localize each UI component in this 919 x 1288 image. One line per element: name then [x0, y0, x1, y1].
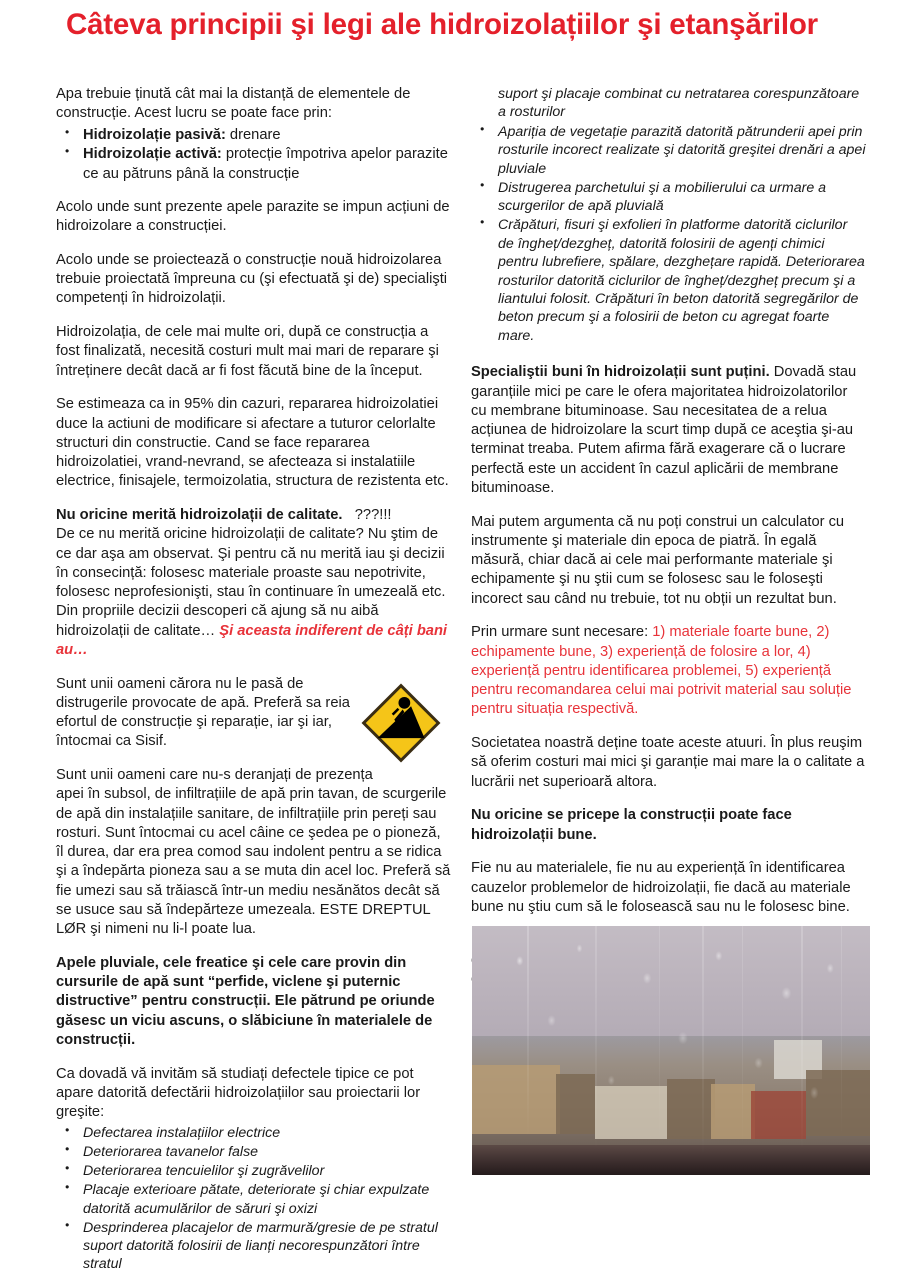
question-marks: ???!!!: [354, 507, 392, 523]
paragraph-requirements: [471, 623, 866, 719]
list-item: • Distrugerea parchetului şi a mobilierului ca urmare a scurgerilor de apă pluvială: [471, 179, 866, 216]
bullet-desc: drenare: [225, 126, 281, 143]
paragraph-text: Dovadă stau garanțiile mici pe care le ofera majoritatea hidroizolatorilor cu membrane bituminoase. Sau necesitatea de a relua acțiunea de hidroizolare la scurt timp după ce aceştia şi-au terminat treaba. Putem afirma fără exagerare că o lucrare perfectă este un accident în cazul aplicării de membrane bituminoase.: [471, 364, 857, 496]
inline-heading: Specialiştii buni în hidroizolații sunt puțini.: [471, 364, 770, 381]
photo-rain-drops: [472, 926, 870, 1175]
paragraph-rain-waters-bold: Apele pluviale, cele freatice şi cele care provin din cursurile de apă sunt “perfide, viclene şi puternic distructive” pentru construcții. Ele pătrund pe oriunde găsesc un viciu ascuns, o slăbiciune în materialele de construcții.: [56, 954, 435, 1048]
highlighted-red-note: Şi aceasta indiferent de câți bani au…: [56, 622, 448, 658]
defect-continuation-text: suport şi placaje combinat cu netratarea corespunzătoare a rosturilor: [498, 86, 860, 121]
list-item: • Deteriorarea tencuielilor şi zugrăvelilor: [56, 1162, 451, 1180]
landslide-warning-sign: [359, 681, 443, 765]
waterproofing-types-list: [56, 126, 451, 184]
list-item: • Placaje exterioare pătate, deteriorate şi chiar expulzate datorită acumulărilor de săruri şi oxizi: [56, 1181, 451, 1218]
list-item: • Crăpături, fisuri şi exfolieri în platforme datorită ciclurilor de îngheț/dezgheț, datorită folosirii de agenți chimici pentru lubrefiere, spălare, dezghețare rapidă. Deteriorarea rosturilor datorită ciclurilor de îngheț/dezgheț precum şi a liantului folosit. Crăpături în beton datorită segregărilor de beton precum şi a folosirii de beton cu agregat foarte mare.: [471, 216, 866, 345]
paragraph-statistics: Se estimeaza ca in 95% din cazuri, repararea hidroizolatiei duce la actiuni de modificare si afectare a tuturor celorlalte structuri din constructie. Cand se face repararea hidroizolatiei, vrand-nevrand, se afecteaza si instalatiile electrice, finisajele, termoizolatia, structura de rezistenta etc.: [56, 396, 449, 490]
paragraph-parasitic-waters: Acolo unde sunt prezente apele parazite se impun acțiuni de hidroizolare a construcției.: [56, 198, 450, 234]
bullet-term: Hidroizolație pasivă:: [83, 126, 226, 143]
paragraph-few-specialists: [471, 363, 866, 498]
paragraph-text: De ce nu merită oricine hidroizolații de calitate? Nu ştim de ce dar aşa am observat. Şi pentru că nu merită iau şi decizii în consecință: folosesc materiale proaste sau nepotrivite, folosesc neprofesionişti, stau în continuare în umezeală etc. Din propriile decizii descoperi că ajung să nu aibă hidroizolații de calitate…: [56, 526, 446, 639]
list-item: • Defectarea instalațiilor electrice: [56, 1124, 451, 1142]
typical-defects-list: [56, 1124, 451, 1274]
list-item: • Apariția de vegetație parazită datorită pătrunderii apei prin rosturile incorect realizate şi datorită greşitei drenări a apei pluviale: [471, 123, 866, 178]
inline-heading: Nu oricine merită hidroizolații de calitate.: [56, 507, 343, 523]
page-title: Câteva principii şi legi ale hidroizolațiilor şi etanşărilor: [66, 8, 818, 41]
list-item: • Deteriorarea tavanelor false: [56, 1143, 451, 1161]
bullet-term: Hidroizolație activă:: [83, 146, 222, 163]
list-item: [56, 126, 451, 145]
requirements-red-list: 1) materiale foarte bune, 2) echipamente bune, 3) experiență de folosire a lor, 4) experiență pentru identificarea problemei, 5) experiență pentru recomandarea celui mai potrivit material sau soluție pentru situația respectivă.: [471, 624, 852, 718]
rainy-window-city-view-photo: [472, 926, 870, 1175]
paragraph-repair-costs: Hidroizolația, de cele mai multe ori, după ce construcția a fost finalizată, necesită costuri mult mai mari de reparare şi întreținere decât dacă ar fi fost făcută bine de la început.: [56, 324, 439, 379]
paragraph-quality-question: [56, 506, 451, 660]
left-column: [56, 85, 451, 1288]
bullet-desc: protecție împotriva apelor parazite ce au pătruns până la construcție: [83, 146, 448, 182]
paragraph-new-construction: Acolo unde se proiectează o construcție nouă hidroizolarea trebuie proiectată împreuna cu (şi efectuată şi de) specialişti competenți în hidroizolații.: [56, 251, 448, 307]
paragraph-stone-age-analogy: Mai putem argumenta că nu poți construi un calculator cu instrumente şi materiale din epoca de piatră. În egală măsură, chiar dacă ai cele mai performante materiale şi echipamente şi nu ştii cum se folosesc sau le foloseşti incorect sau când nu trebuie, tot nu obții un rezultat bun.: [471, 513, 845, 607]
paragraph-defects-intro: Ca dovadă vă invităm să studiați defectele tipice ce pot apare datorită defectării hidroizolațiilor sau proiectarii lor greşite:: [56, 1065, 421, 1120]
paragraph-intro: Apa trebuie ținută cât mai la distanță de elementele de construcție. Acest lucru se poate face prin:: [56, 86, 411, 122]
warning-sign-icon: [359, 681, 443, 765]
list-item: • Desprinderea placajelor de marmură/gresie de pe stratul suport datorită folosirii de lianți necorespunzători între stratul: [56, 1219, 451, 1274]
requirements-lead: Prin urmare sunt necesare:: [471, 624, 653, 641]
paragraph-our-company: Societatea noastră deține toate aceste atuuri. În plus reuşim să oferim costuri mai mici şi garanție mai mare la o calitate a lucrării net superioară altora.: [471, 735, 865, 790]
paragraph-indifferent-people: Sunt unii oameni care nu-s deranjați de prezența apei în subsol, de infiltrațiile de apă prin tavan, de scurgerile de apă din instalațiile sanitare, de infiltrațiile prin pereți sau rosturi. Sunt întocmai cu acel câine ce şedea pe o pioneză, îl durea, dar era prea comod sau indolent pentru a se ridica şi a îndepărta pioneza sau a se muta din acel loc. Preferă să fie umezi sau să trăiască într-un mediu nesănătos decât să se usuce sau să îndepărteze umezeala. ESTE DREPTUL LØR şi nimeni nu li-l poate lua.: [56, 767, 451, 937]
paragraph-missing-skills: Fie nu au materialele, fie nu au experiență în identificarea cauzelor problemelor de hidroizolații, fie dacă au materiale bune nu ştiu cum să le folosească sau nu le folosesc bine.: [471, 860, 851, 915]
paragraph-sisyphus: Sunt unii oameni cărora nu le pasă de distrugerile provocate de apă. Preferă sa reia efortul de construcție şi reparație, iar şi iar, întocmai ca Sisif.: [56, 675, 350, 750]
list-item: [56, 145, 451, 184]
typical-defects-list-continued: [471, 123, 866, 345]
paragraph-not-everyone-bold: Nu oricine se pricepe la construcții poate face hidroizolații bune.: [471, 807, 792, 843]
